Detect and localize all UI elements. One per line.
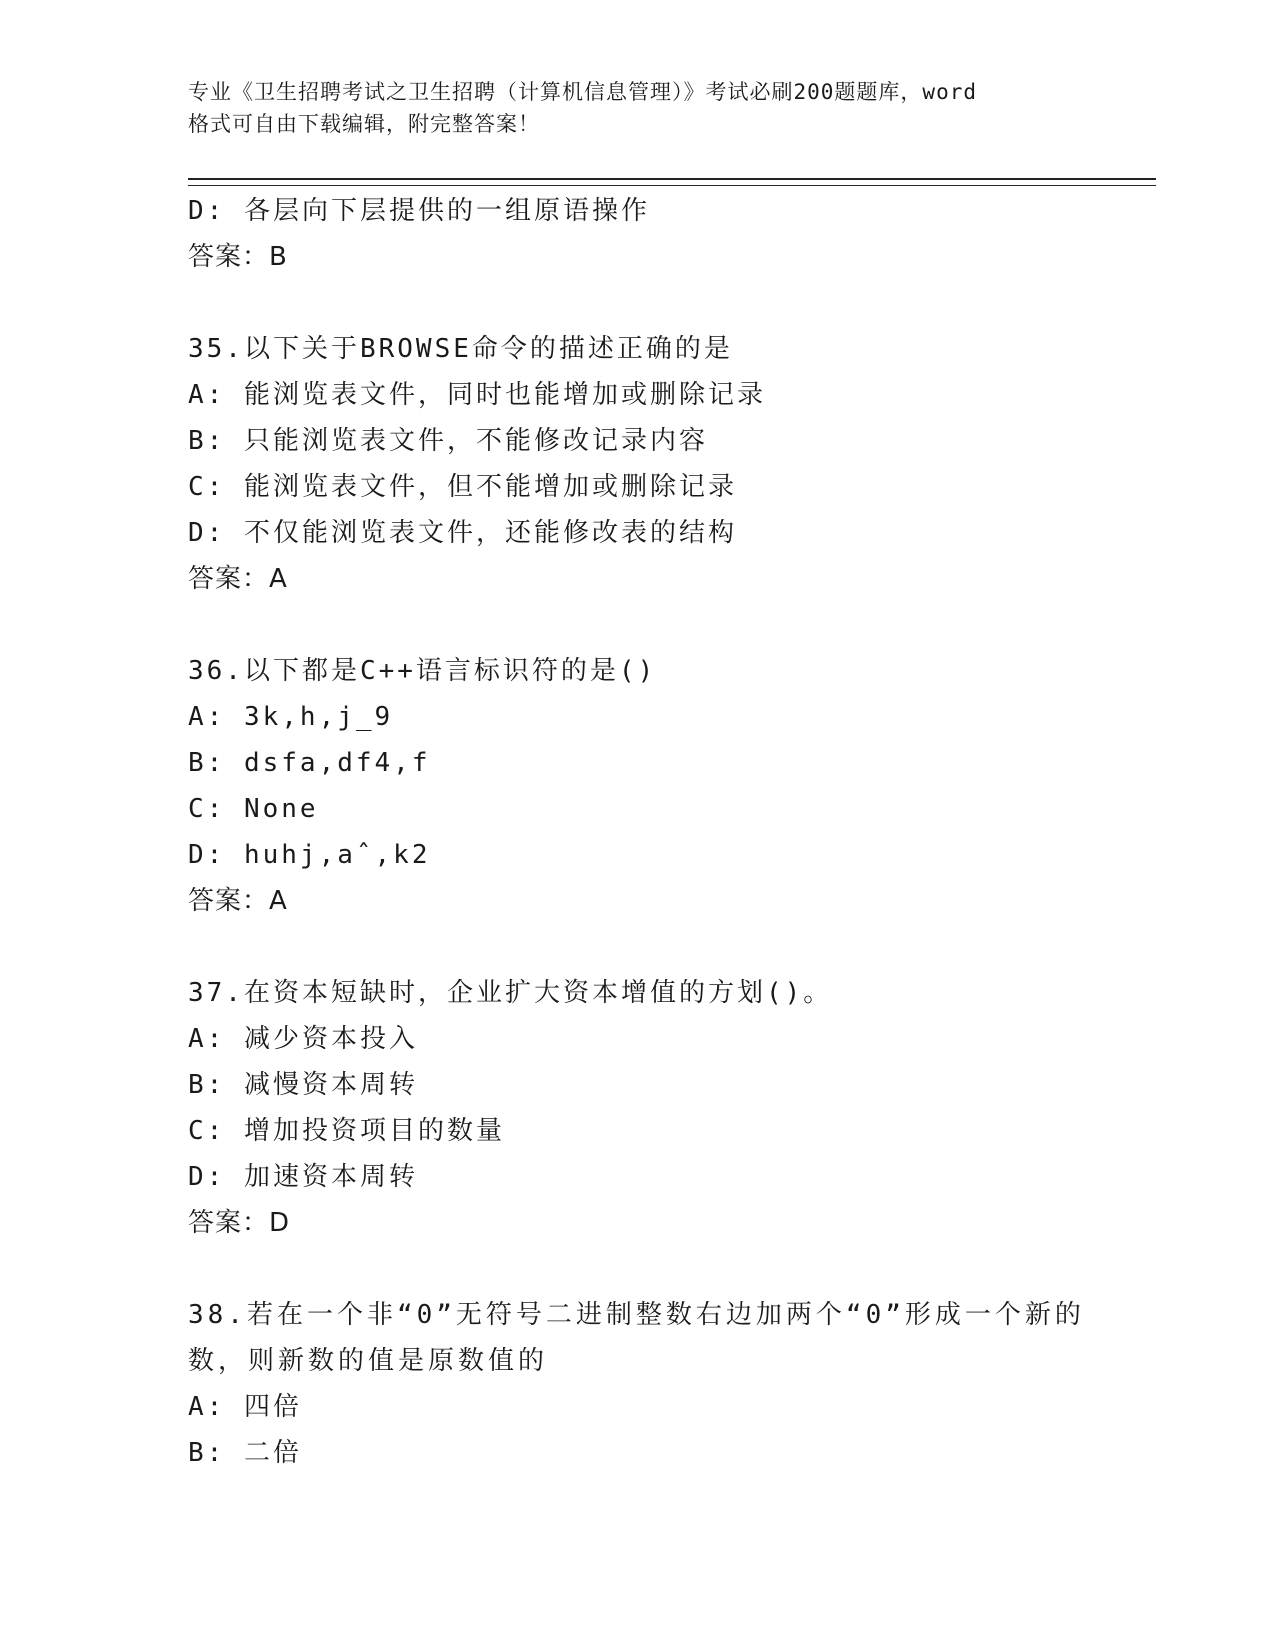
header-line-2: 格式可自由下载编辑，附完整答案！ [188,112,540,136]
header-line-1: 专业《卫生招聘考试之卫生招聘（计算机信息管理）》考试必刷200题题库，word [188,80,977,104]
option-c: C: 增加投资项目的数量 [188,1116,505,1146]
answer-line: 答案：A [188,886,288,916]
option-d: D: 加速资本周转 [188,1162,418,1192]
option-d: D: 各层向下层提供的一组原语操作 [188,196,650,226]
answer-line: 答案：B [188,242,288,272]
option-c: C: None [188,794,319,824]
option-b: B: 减慢资本周转 [188,1070,418,1100]
question-38 [188,1292,1108,1476]
question-list [188,188,1108,1476]
option-a: A: 3k,h,j_9 [188,702,394,732]
option-a: A: 四倍 [188,1392,302,1422]
question-stem: 38.若在一个非“0”无符号二进制整数右边加两个“0”形成一个新的数，则新数的值是原数值的 [188,1300,1085,1376]
question-stem: 35.以下关于BROWSE命令的描述正确的是 [188,334,733,364]
question-35 [188,326,1108,602]
option-b: B: dsfa,df4,f [188,748,431,778]
question-stem: 36.以下都是C++语言标识符的是() [188,656,657,686]
option-a: A: 减少资本投入 [188,1024,418,1054]
answer-line: 答案：A [188,564,288,594]
option-c: C: 能浏览表文件，但不能增加或删除记录 [188,472,737,502]
option-b: B: 只能浏览表文件，不能修改记录内容 [188,426,708,456]
option-d: D: huhj,aˆ,k2 [188,840,431,870]
document-header [188,76,1088,140]
answer-line: 答案：D [188,1208,291,1238]
question-stem: 37.在资本短缺时，企业扩大资本增值的方划()。 [188,978,833,1008]
question-37 [188,970,1108,1246]
header-divider [188,178,1156,186]
option-a: A: 能浏览表文件，同时也能增加或删除记录 [188,380,766,410]
question-36 [188,648,1108,924]
option-d: D: 不仅能浏览表文件，还能修改表的结构 [188,518,737,548]
option-b: B: 二倍 [188,1438,302,1468]
